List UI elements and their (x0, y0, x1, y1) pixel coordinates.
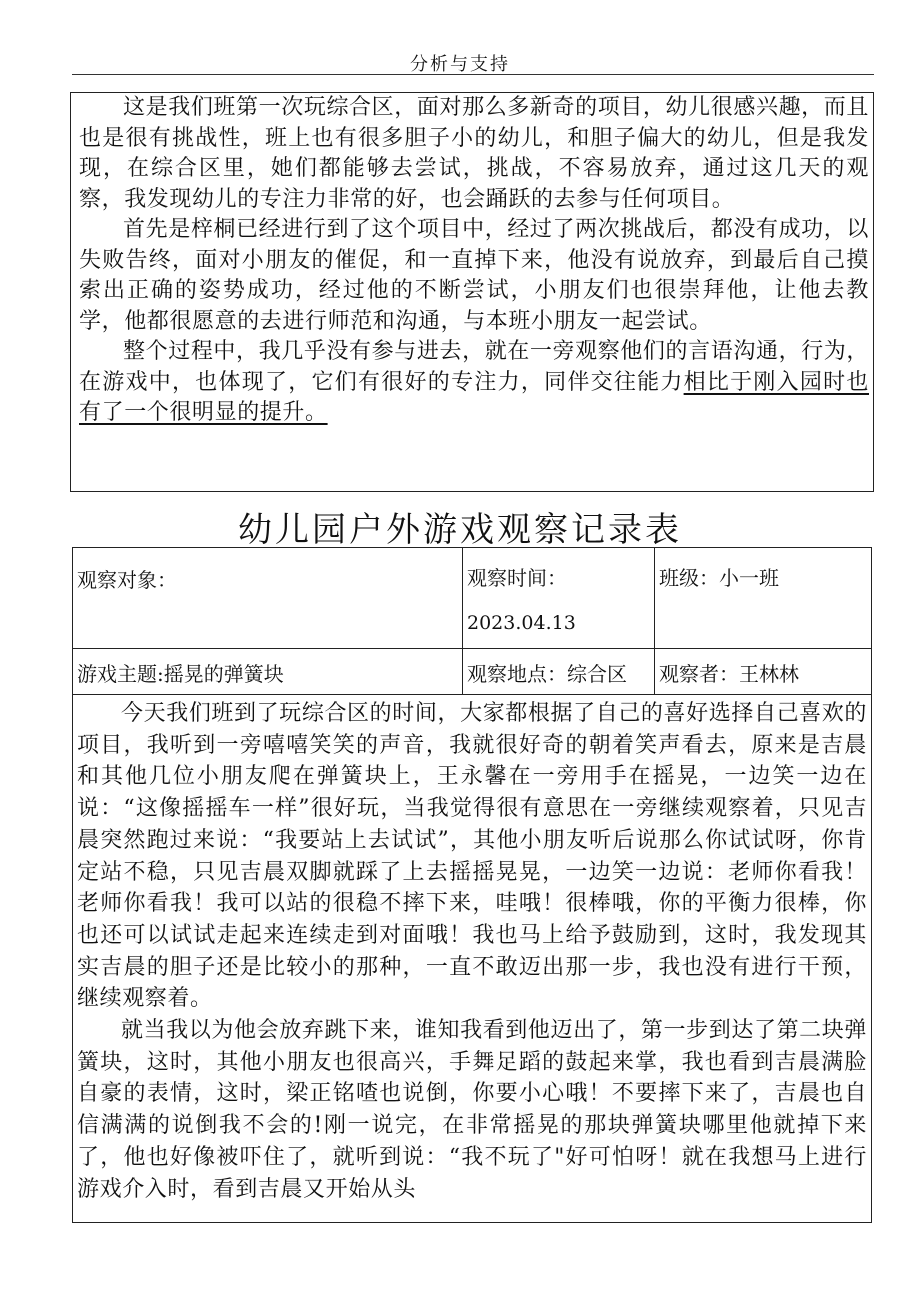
observation-record-table (72, 547, 872, 1223)
game-theme-label: 游戏主题:摇晃的弹簧块 (77, 662, 284, 686)
page-header-title: 分析与支持 (410, 54, 510, 75)
analysis-paragraph: 这是我们班第一次玩综合区，面对那么多新奇的项目，幼儿很感兴趣，而且也是很有挑战性，班上也有很多胆子小的幼儿，和胆子偏大的幼儿，但是我发现，在综合区里，她们都能够去尝试，挑战，不容易放弃，通过这几天的观察，我发现幼儿的专注力非常的好，也会踊跃的去参与任何项目。 (79, 95, 869, 212)
analysis-last-underlined: 相比于刚入园时也有了一个很明显的提升。 (79, 369, 869, 425)
observer-label: 观察者：王林林 (659, 662, 799, 686)
header-divider (72, 74, 874, 75)
analysis-content (71, 93, 873, 429)
analysis-paragraph: 首先是梓桐已经进行到了这个项目中，经过了两次挑战后，都没有成功，以失败告终，面对小朋友的催促，和一直掉下来，他没有说放弃，到最后自己摸索出正确的姿势成功，经过他的不断尝试，小朋友们也很崇拜他，让他去教学，他都很愿意的去进行师范和沟通，与本班小朋友一起尝试。 (79, 217, 869, 334)
table-divider (462, 548, 463, 694)
narrative-paragraph: 就当我以为他会放弃跳下来，谁知我看到他迈出了，第一步到达了第二块弹簧块，这时，其他小朋友也很高兴，手舞足蹈的鼓起来掌，我也看到吉晨满脸自豪的表情，这时，梁正铭喳也说倒，你要小心哦！不要摔下来了，吉晨也自信满满的说倒我不会的!刚一说完，在非常摇晃的那块弹簧块哪里他就掉下来了，他也好像被吓住了，就听到说：“我不玩了"好可怕呀！就在我想马上进行游戏介入时，看到吉晨又开始从头 (77, 1018, 867, 1202)
class-label: 班级：小一班 (659, 566, 779, 590)
location-label: 观察地点：综合区 (467, 662, 627, 686)
observation-narrative (73, 694, 871, 1205)
analysis-last-plain: 整个过程中，我几乎没有参与进去，就在一旁观察他们的言语沟通，行为，在游戏中，也体现了，它们有很好的专注力，同伴交往能力 (79, 339, 869, 395)
observation-target-label: 观察对象： (77, 568, 177, 592)
observation-time-label: 观察时间： (467, 566, 567, 590)
observation-time-value: 2023.04.13 (467, 612, 576, 634)
narrative-paragraph: 今天我们班到了玩综合区的时间，大家都根据了自己的喜好选择自己喜欢的项目，我听到一旁嘻嘻笑笑的声音，我就很好奇的朝着笑声看去，原来是吉晨和其他几位小朋友爬在弹簧块上，王永馨在一旁用手在摇晃，一边笑一边在说：“这像摇摇车一样”很好玩，当我觉得很有意思在一旁继续观察着，只见吉晨突然跑过来说：“我要站上去试试”，其他小朋友听后说那么你试试呀，你肯定站不稳，只见吉晨双脚就踩了上去摇摇晃晃，一边笑一边说：老师你看我！老师你看我！我可以站的很稳不摔下来，哇哦！很棒哦，你的平衡力很棒，你也还可以试试走起来连续走到对面哦！我也马上给予鼓励到，这时，我发现其实吉晨的胆子还是比较小的那种，一直不敢迈出那一步，我也没有进行干预，继续观察着。 (77, 701, 867, 1012)
table-divider (73, 648, 871, 649)
analysis-box (70, 92, 874, 492)
analysis-paragraph-last (79, 337, 869, 429)
record-title: 幼儿园户外游戏观察记录表 (238, 510, 682, 550)
table-divider (654, 548, 655, 694)
